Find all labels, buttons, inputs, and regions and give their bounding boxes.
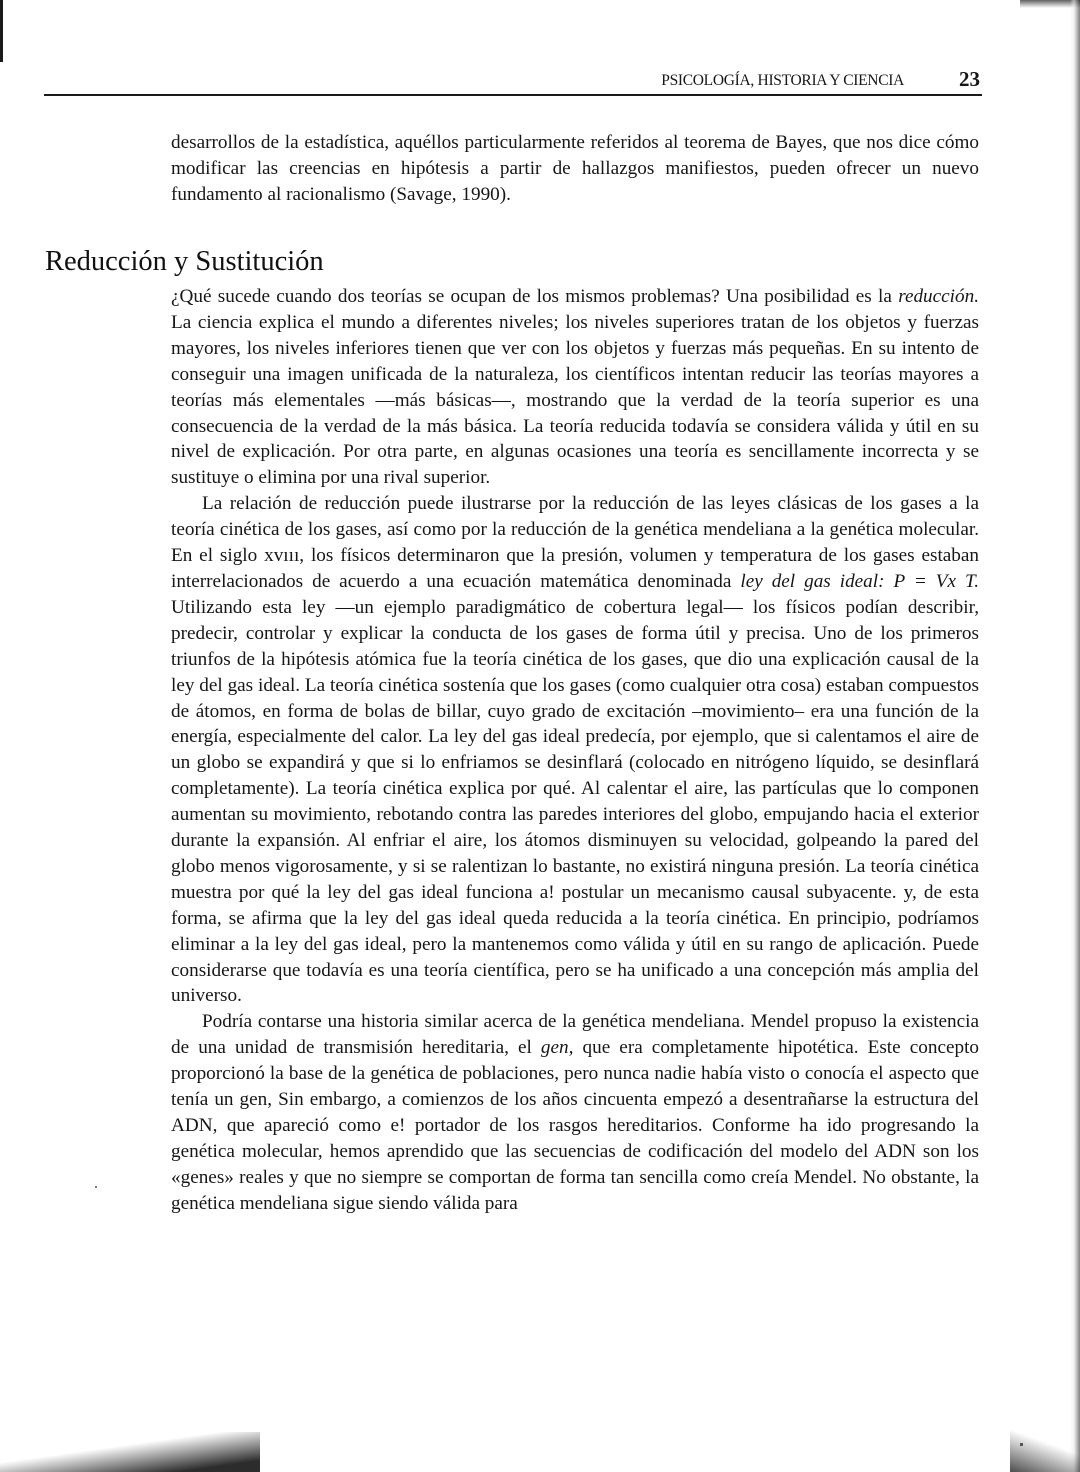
section-heading: Reducción y Sustitución [45,246,324,277]
scan-artifact-left-mark [0,0,3,62]
paragraph-1-text-b: La ciencia explica el mundo a diferentes niveles; los niveles superiores tratan de los objetos y fuerzas mayores, los niveles inferiores tienen que ver con los objetos y fuerzas más pequeñas. En su intento de conseguir una imagen unificada de la naturaleza, los científicos intentan reducir las teorías mayores a teorías más elementales —más básicas—, mostrando que la verdad de la teoría superior es una consecuencia de la verdad de la más básica. La teoría reducida todavía se considera válida y útil en su nivel de explicación. Por otra parte, en algunas ocasiones una teoría es sencillamente incorrecta y se sustituye o elimina por una rival superior. [171,311,979,489]
intro-text [171,130,979,208]
paragraph-3-text-a: Podría contarse una historia similar acerca de la genética mendeliana. Mendel propuso la existencia de una unidad de transmisión hereditaria, el [171,1011,979,1059]
running-header [44,64,982,96]
scan-artifact-right-edge [1070,0,1080,1472]
scan-speck [95,1186,97,1188]
scan-speck [1020,1443,1023,1446]
paragraph-3-emphasis: gen, [540,1037,574,1059]
intro-paragraph: desarrollos de la estadística, aquéllos particularmente referidos al teorema de Bayes, que nos dice cómo modificar las creencias en hipótesis a partir de hallazgos manifiestos, pueden ofrecer un nuevo fundamento al racionalismo (Savage, 1990). [171,132,979,205]
paragraph-3 [171,1009,979,1216]
section-body [171,284,979,1217]
scan-artifact-bottom-left-shadow [0,1432,260,1472]
paragraph-1-emphasis: reducción. [898,286,979,307]
paragraph-2-text-b: Utilizando esta ley —un ejemplo paradigmático de cobertura legal— los físicos podían describir, predecir, controlar y explicar la conducta de los gases de forma útil y precisa. Uno de los primeros triunfos de la hipótesis atómica fue la teoría cinética de los gases, que dio una explicación causal de la ley del gas ideal. La teoría cinética sostenía que los gases (como cualquier otra cosa) estaban compuestos de átomos, en forma de bolas de billar, cuyo grado de excitación –movimiento– era una función de la energía, especialmente del calor. La ley del gas ideal predecía, por ejemplo, que si calentamos el aire de un globo se expandirá y que si lo enfriamos se desinflará (colocado en nitrógeno líquido, se desinflará completamente). La teoría cinética explica por qué. Al calentar el aire, las partículas que lo componen aumentan su movimiento, rebotando contra las paredes interiores del globo, empujando hacia el exterior durante la expansión. Al enfriar el aire, los átomos disminuyen su velocidad, golpeando la pared del globo menos vigorosamente, y si se ralentizan lo bastante, no existirá ninguna presión. La teoría cinética muestra por qué la ley del gas ideal funciona a! postular un mecanismo causal subyacente. y, de esta forma, se afirma que la ley del gas ideal queda reducida a la teoría cinética. En principio, podríamos eliminar a la ley del gas ideal, pero la mantenemos como válida y útil en su rango de aplicación. Puede considerarse que todavía es una teoría científica, pero se ha unificado a una concepción más amplia del universo. [171,596,979,1007]
running-title: PSICOLOGÍA, HISTORIA Y CIENCIA [661,72,904,89]
paragraph-3-text-b: que era completamente hipotética. Este concepto proporcionó la base de la genética de poblaciones, pero nunca nadie había visto o conocía el aspecto que tenía un gen, Sin embargo, a comienzos de los años cincuenta empezó a desentrañarse la estructura del ADN, que apareció como e! portador de los rasgos hereditarios. Conforme ha ido progresando la genética molecular, hemos aprendido que las secuencias de codificación del modelo del ADN son los «genes» reales y que no siempre se comportan de forma tan sencilla como creía Mendel. No obstante, la genética mendeliana sigue siendo válida para [171,1037,979,1214]
paragraph-1 [171,284,979,491]
paragraph-2 [171,491,979,1009]
paragraph-2-text-a: La relación de reducción puede ilustrarse por la reducción de las leyes clásicas de los gases a la teoría cinética de los gases, así como por la reducción de la genética mendeliana a la genética molecular. En el siglo xvııı, los físicos determinaron que la presión, volumen y temperatura de los gases estaban interrelacionados de acuerdo a una ecuación matemática denominada [171,493,979,592]
scan-artifact-bottom-right-shadow [1010,1402,1080,1472]
paragraph-1-text-a: ¿Qué sucede cuando dos teorías se ocupan de los mismos problemas? Una posibilidad es la [171,286,899,307]
page-number: 23 [959,67,980,91]
paragraph-2-emphasis: ley del gas ideal: P = Vx T. [740,570,979,592]
